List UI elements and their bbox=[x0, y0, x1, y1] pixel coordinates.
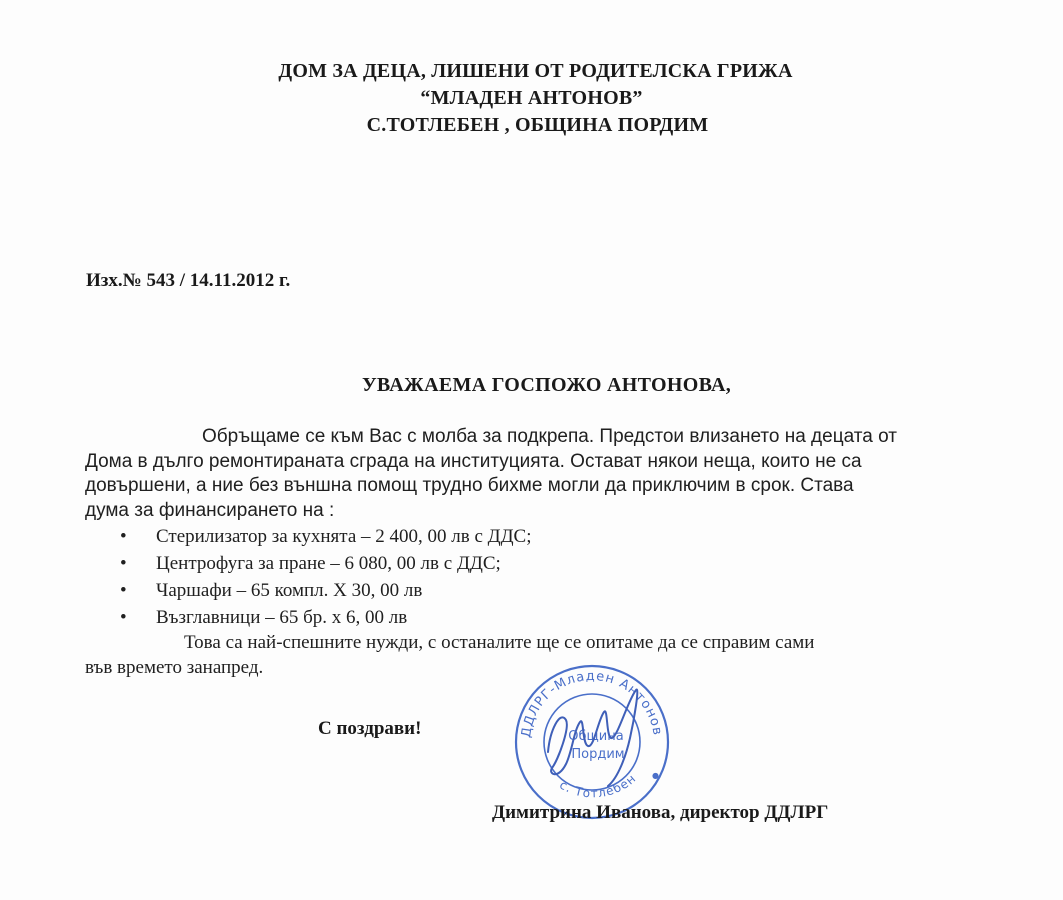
signer-name: Димитрина Иванова, директор ДДЛРГ bbox=[492, 802, 829, 823]
list-item bbox=[85, 604, 965, 631]
bullet-icon: • bbox=[120, 607, 127, 628]
list-item bbox=[85, 550, 965, 577]
body-line: довършени, а ние без външна помощ трудно бихме могли да приключим в срок. Става bbox=[85, 475, 854, 496]
list-item bbox=[85, 523, 965, 550]
stamp-center-line-1: Община bbox=[568, 729, 624, 744]
official-stamp bbox=[508, 660, 678, 820]
list-item-text: Стерилизатор за кухнята – 2 400, 00 лв с ДДС; bbox=[156, 526, 532, 547]
stamp-star-icon: ● bbox=[652, 771, 659, 780]
stamp-center-line-2: Пордим bbox=[571, 747, 625, 762]
body-line: Дома в дълго ремонтираната сграда на институцията. Остават някои неща, които не са bbox=[85, 450, 862, 472]
salutation: УВАЖАЕМА ГОСПОЖО АНТОНОВА, bbox=[361, 374, 732, 396]
stamp-outer-ring bbox=[516, 666, 668, 818]
body-line: дума за финансирането на : bbox=[85, 499, 335, 521]
stamp-ring-bottom-text bbox=[557, 771, 639, 800]
greeting: С поздрави! bbox=[318, 718, 422, 739]
letterhead-line-2: “МЛАДЕН АНТОНОВ” bbox=[420, 87, 643, 109]
stamp-ring-top-path: ДДЛРГ-Младен Антонов bbox=[518, 668, 665, 739]
list-item-text: Чаршафи – 65 компл. Х 30, 00 лв bbox=[156, 580, 423, 601]
reference-number: Изх.№ 543 / 14.11.2012 г. bbox=[86, 270, 291, 291]
signature-scribble bbox=[548, 690, 637, 786]
bullet-icon: • bbox=[120, 553, 127, 574]
body-line: Обръщаме се към Вас с молба за подкрепа. Предстои влизането на децата от bbox=[202, 426, 897, 447]
list-item bbox=[85, 577, 965, 604]
list-item-text: Възглавници – 65 бр. х 6, 00 лв bbox=[156, 607, 408, 628]
stamp-inner-ring bbox=[544, 694, 640, 790]
stamp-ink bbox=[516, 666, 668, 818]
bullet-icon: • bbox=[120, 580, 127, 601]
closing-paragraph bbox=[85, 631, 965, 680]
needs-list bbox=[85, 523, 965, 631]
letterhead bbox=[0, 58, 1063, 139]
letter-body bbox=[85, 425, 965, 680]
letterhead-line-3: С.ТОТЛЕБЕН , ОБЩИНА ПОРДИМ bbox=[366, 114, 709, 136]
body-line: във времето занапред. bbox=[85, 656, 264, 678]
stamp-ring-bottom-path: с. Тотлебен bbox=[557, 771, 639, 801]
letterhead-line-1: ДОМ ЗА ДЕЦА, ЛИШЕНИ ОТ РОДИТЕЛСКА ГРИЖА bbox=[278, 60, 793, 82]
body-line: Това са най-спешните нужди, с останалите ще се опитаме да се справим сами bbox=[184, 632, 815, 653]
list-item-text: Центрофуга за пране – 6 080, 00 лв с ДДС; bbox=[156, 553, 501, 574]
bullet-icon: • bbox=[120, 526, 127, 547]
